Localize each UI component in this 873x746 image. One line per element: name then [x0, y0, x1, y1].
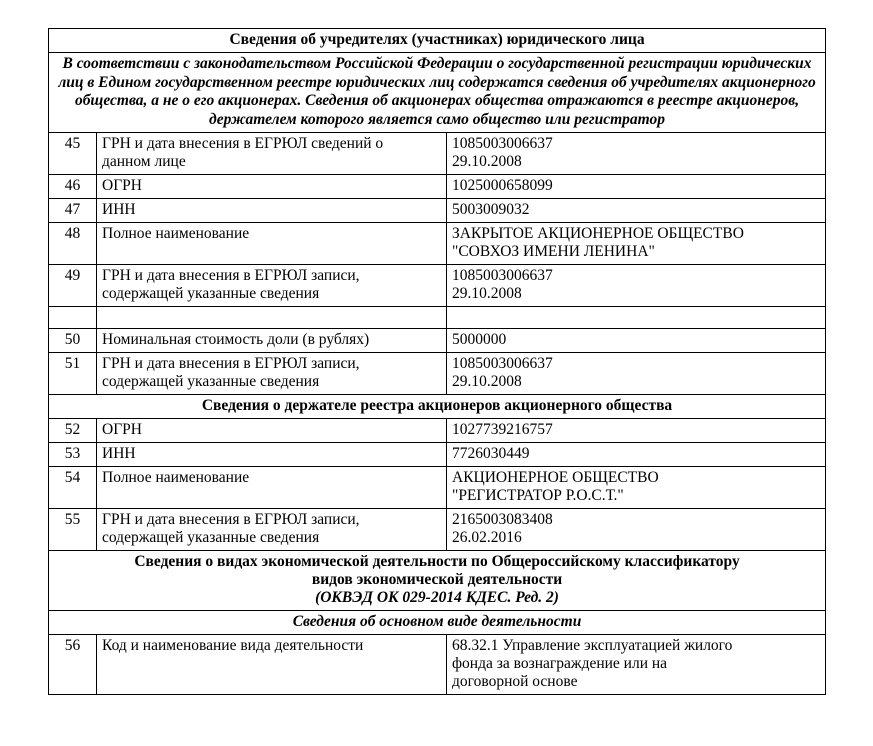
row-number: 54: [49, 466, 97, 508]
row-value: 2165003083408 26.02.2016: [447, 508, 826, 550]
row-number: 50: [49, 329, 97, 353]
okved-line-2: видов экономической деятельности: [311, 570, 563, 588]
spacer-cell-num: [49, 307, 97, 329]
row-label: Полное наименование: [97, 466, 447, 508]
row-number: 49: [49, 265, 97, 307]
table-intro-row: [49, 52, 826, 132]
table-row: [49, 329, 826, 353]
row-value: 5003009032: [447, 199, 826, 223]
section-title-main-activity: Сведения об основном виде деятельности: [49, 610, 826, 634]
spacer-cell-label: [97, 307, 447, 329]
table-row: [49, 133, 826, 175]
table-row: [49, 223, 826, 265]
table-row: [49, 418, 826, 442]
table-row: [49, 353, 826, 395]
row-label: ИНН: [97, 442, 447, 466]
row-value: 1085003006637 29.10.2008: [447, 133, 826, 175]
row-value: 1085003006637 29.10.2008: [447, 265, 826, 307]
row-value: 1025000658099: [447, 175, 826, 199]
egrul-extract-table: [48, 28, 826, 695]
section-header-main-activity: [49, 610, 826, 634]
row-value: 5000000: [447, 329, 826, 353]
row-label: ГРН и дата внесения в ЕГРЮЛ записи, содержащей указанные сведения: [97, 353, 447, 395]
row-label: Полное наименование: [97, 223, 447, 265]
table-row: [49, 634, 826, 694]
table-row: [49, 175, 826, 199]
row-label: ОГРН: [97, 418, 447, 442]
row-label: ИНН: [97, 199, 447, 223]
row-number: 51: [49, 353, 97, 395]
section-title-okved: [49, 550, 826, 610]
table-row: [49, 199, 826, 223]
table-row: [49, 508, 826, 550]
row-label: ГРН и дата внесения в ЕГРЮЛ записи, содержащей указанные сведения: [97, 265, 447, 307]
row-number: 56: [49, 634, 97, 694]
table-title-row: [49, 29, 826, 53]
table-row: [49, 442, 826, 466]
spacer-cell-value: [447, 307, 826, 329]
section-header-okved: [49, 550, 826, 610]
row-value: 68.32.1 Управление эксплуатацией жилого фонда за вознаграждение или на договорной основе: [447, 634, 826, 694]
row-number: 47: [49, 199, 97, 223]
row-number: 53: [49, 442, 97, 466]
okved-line-1: Сведения о видах экономической деятельности по Общероссийскому классификатору: [134, 552, 740, 570]
section-title: Сведения о держателе реестра акционеров акционерного общества: [49, 395, 826, 419]
row-value: 1085003006637 29.10.2008: [447, 353, 826, 395]
spacer-row: [49, 307, 826, 329]
table-row: [49, 466, 826, 508]
row-value: 1027739216757: [447, 418, 826, 442]
row-value: ЗАКРЫТОЕ АКЦИОНЕРНОЕ ОБЩЕСТВО "СОВХОЗ ИМЕНИ ЛЕНИНА": [447, 223, 826, 265]
row-label: ГРН и дата внесения в ЕГРЮЛ записи, содержащей указанные сведения: [97, 508, 447, 550]
row-number: 46: [49, 175, 97, 199]
row-label: ОГРН: [97, 175, 447, 199]
row-value: АКЦИОНЕРНОЕ ОБЩЕСТВО "РЕГИСТРАТОР Р.О.С.Т.": [447, 466, 826, 508]
intro-paragraph: В соответствии с законодательством Российской Федерации о государственной регистрации юридических лиц в Едином государственном реестре юридических лиц содержатся сведения об учредителях акционерного общества, а не о его акционерах. Сведения об акционерах общества отражаются в реестре акционеров, держателем которого является само общество или регистратор: [49, 52, 826, 132]
row-number: 52: [49, 418, 97, 442]
row-value: 7726030449: [447, 442, 826, 466]
row-number: 48: [49, 223, 97, 265]
section-header-registrar: [49, 395, 826, 419]
okved-subtitle: (ОКВЭД ОК 029-2014 КДЕС. Ред. 2): [315, 588, 559, 606]
row-label: ГРН и дата внесения в ЕГРЮЛ сведений о данном лице: [97, 133, 447, 175]
row-number: 45: [49, 133, 97, 175]
table-row: [49, 265, 826, 307]
row-label: Код и наименование вида деятельности: [97, 634, 447, 694]
row-label: Номинальная стоимость доли (в рублях): [97, 329, 447, 353]
row-number: 55: [49, 508, 97, 550]
page-title: Сведения об учредителях (участниках) юридического лица: [49, 29, 826, 53]
